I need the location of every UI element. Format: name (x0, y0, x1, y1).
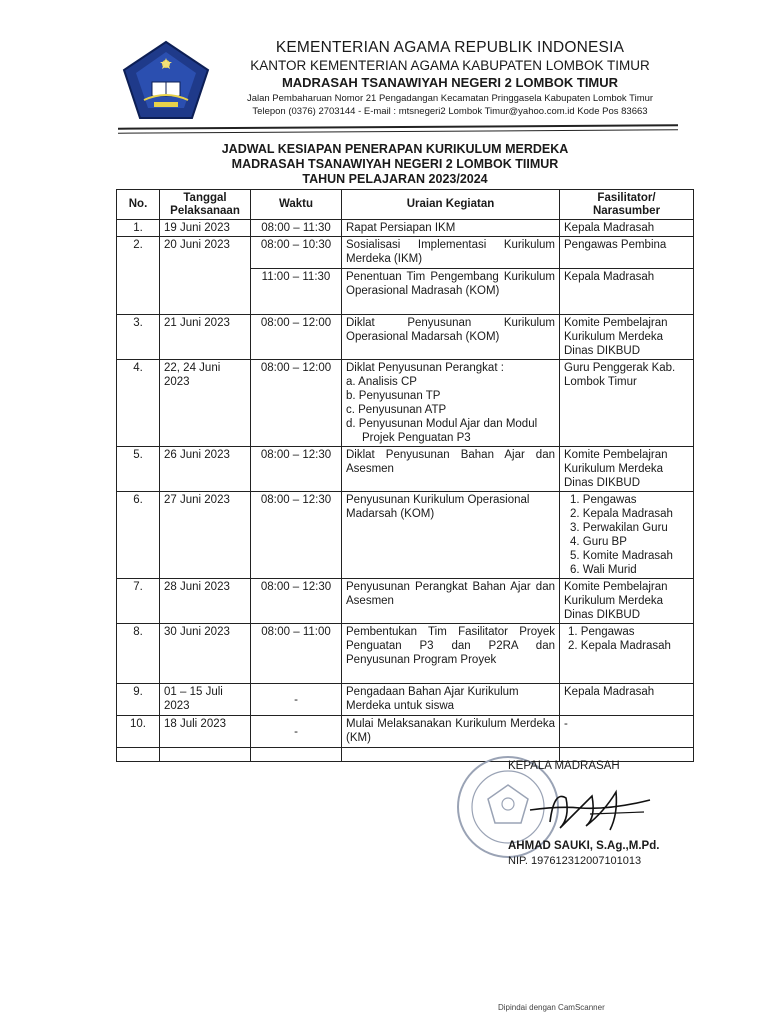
row-time: 08:00 – 11:00 (251, 624, 342, 684)
row-facilitator: - (560, 716, 694, 748)
row-time: - (251, 716, 342, 748)
scanner-watermark: Dipindai dengan CamScanner (498, 1003, 605, 1012)
header-facilitator (560, 190, 694, 220)
letterhead-divider-thin (118, 129, 678, 133)
table-header-row (117, 190, 694, 220)
list-item: b. Penyusunan TP (346, 390, 441, 402)
row-time: 08:00 – 12:30 (251, 447, 342, 492)
row-time: 11:00 – 11:30 (251, 269, 342, 315)
row-time: 08:00 – 12:30 (251, 492, 342, 579)
row-facilitator (560, 492, 694, 579)
row-time: 08:00 – 11:30 (251, 220, 342, 237)
signatory-title: KEPALA MADRASAH (508, 760, 620, 772)
row-activity: Penyusunan Perangkat Bahan Ajar dan Asesmen (342, 579, 560, 624)
signatory-name: AHMAD SAUKI, S.Ag.,M.Pd. (508, 840, 660, 852)
row-time: 08:00 – 12:30 (251, 579, 342, 624)
row-facilitator: Pengawas Pembina (560, 237, 694, 269)
list-item: 1. Pengawas (568, 626, 635, 638)
row-date: 18 Juli 2023 (160, 716, 251, 748)
header-activity: Uraian Kegiatan (342, 190, 560, 220)
row-date: 30 Juni 2023 (160, 624, 251, 684)
row-date: 21 Juni 2023 (160, 315, 251, 360)
title-line-1: JADWAL KESIAPAN PENERAPAN KURIKULUM MERDEKA (221, 142, 569, 156)
row-facilitator: Komite Pembelajran Kurikulum Merdeka Dinas DIKBUD (560, 579, 694, 624)
row-activity: Pembentukan Tim Fasilitator Proyek Penguatan P3 dan P2RA dan Penyusunan Program Proyek (342, 624, 560, 684)
row-activity: Diklat Penyusunan Bahan Ajar dan Asesmen (342, 447, 560, 492)
list-item: 1. Pengawas (570, 494, 637, 506)
row-no: 8. (117, 624, 160, 684)
row-date: 01 – 15 Juli 2023 (160, 684, 251, 716)
table-row (117, 492, 694, 579)
row-no: 10. (117, 716, 160, 748)
row-no: 7. (117, 579, 160, 624)
table-row (117, 579, 694, 624)
row-activity (342, 360, 560, 447)
row-date: 20 Juni 2023 (160, 237, 251, 315)
document-title (140, 142, 650, 187)
row-date: 27 Juni 2023 (160, 492, 251, 579)
table-row (117, 315, 694, 360)
header-facilitator-line1: Fasilitator/ (597, 191, 656, 204)
row-no: 2. (117, 237, 160, 315)
list-item: c. Penyusunan ATP (346, 404, 447, 416)
row-facilitator: Kepala Madrasah (560, 684, 694, 716)
list-item: 5. Komite Madrasah (570, 550, 673, 562)
activity-heading: Diklat Penyusunan Perangkat : (346, 362, 504, 374)
row-activity: Rapat Persiapan IKM (342, 220, 560, 237)
table-row (117, 624, 694, 684)
row-date: 19 Juni 2023 (160, 220, 251, 237)
row-activity: Penentuan Tim Pengembang Kurikulum Operasional Madrasah (KOM) (342, 269, 560, 315)
kemenag-logo-icon (122, 40, 210, 120)
row-activity: Penyusunan Kurikulum Operasional Madarsah (KOM) (342, 492, 560, 579)
empty-cell (251, 748, 342, 762)
row-activity: Diklat Penyusunan Kurikulum Operasional Madarsah (KOM) (342, 315, 560, 360)
office-name: KANTOR KEMENTERIAN AGAMA KABUPATEN LOMBOK TIMUR (250, 58, 650, 73)
list-item: a. Analisis CP (346, 376, 417, 388)
title-line-3: TAHUN PELAJARAN 2023/2024 (302, 172, 488, 186)
row-no: 9. (117, 684, 160, 716)
row-no: 1. (117, 220, 160, 237)
row-no: 3. (117, 315, 160, 360)
title-line-2: MADRASAH TSANAWIYAH NEGERI 2 LOMBOK TIIMUR (231, 157, 559, 171)
table-row (117, 360, 694, 447)
empty-cell (117, 748, 160, 762)
handwritten-signature-icon (520, 778, 660, 838)
row-facilitator: Komite Pembelajran Kurikulum Merdeka Dinas DIKBUD (560, 447, 694, 492)
letterhead (215, 38, 685, 118)
header-date-line1: Tanggal (183, 191, 227, 204)
row-facilitator: Guru Penggerak Kab. Lombok Timur (560, 360, 694, 447)
row-activity: Pengadaan Bahan Ajar Kurikulum Merdeka untuk siswa (342, 684, 560, 716)
row-activity: Mulai Melaksanakan Kurikulum Merdeka (KM) (342, 716, 560, 748)
table-row (117, 684, 694, 716)
list-item: d. Penyusunan Modul Ajar dan Modul Projek Penguatan P3 (346, 418, 538, 444)
row-time: 08:00 – 10:30 (251, 237, 342, 269)
header-date (160, 190, 251, 220)
list-item: 2. Kepala Madrasah (570, 508, 673, 520)
ministry-name: KEMENTERIAN AGAMA REPUBLIK INDONESIA (275, 39, 625, 56)
header-date-line2: Pelaksanaan (170, 204, 240, 217)
row-facilitator (560, 624, 694, 684)
row-no: 5. (117, 447, 160, 492)
signatory-nip: NIP. 197612312007101013 (508, 855, 642, 867)
table-row (117, 716, 694, 748)
table-row (117, 220, 694, 237)
school-contact: Telepon (0376) 2703144 - E-mail : mtsnegeri2 Lombok Timur@yahoo.com.id Kode Pos 83663 (252, 106, 648, 117)
header-no: No. (117, 190, 160, 220)
table-row (117, 237, 694, 269)
list-item: 4. Guru BP (570, 536, 627, 548)
row-activity: Sosialisasi Implementasi Kurikulum Merdeka (IKM) (342, 237, 560, 269)
row-no: 4. (117, 360, 160, 447)
row-date: 22, 24 Juni 2023 (160, 360, 251, 447)
row-date: 28 Juni 2023 (160, 579, 251, 624)
list-item: 6. Wali Murid (570, 564, 637, 576)
row-facilitator: Kepala Madrasah (560, 269, 694, 315)
list-item: 3. Perwakilan Guru (570, 522, 668, 534)
list-item: 2. Kepala Madrasah (568, 640, 671, 652)
header-time: Waktu (251, 190, 342, 220)
school-address: Jalan Pembaharuan Nomor 21 Pengadangan Kecamatan Pringgasela Kabupaten Lombok Timur (246, 93, 654, 104)
row-time: 08:00 – 12:00 (251, 360, 342, 447)
row-facilitator: Kepala Madrasah (560, 220, 694, 237)
facilitator-list (564, 625, 689, 653)
table-row (117, 447, 694, 492)
facilitator-list (564, 493, 689, 577)
row-no: 6. (117, 492, 160, 579)
header-facilitator-line2: Narasumber (592, 204, 661, 217)
activity-sub-list (346, 375, 555, 445)
row-facilitator: Komite Pembelajran Kurikulum Merdeka Dinas DIKBUD (560, 315, 694, 360)
row-time: - (251, 684, 342, 716)
school-name: MADRASAH TSANAWIYAH NEGERI 2 LOMBOK TIMUR (281, 75, 619, 90)
schedule-table (116, 189, 694, 762)
row-time: 08:00 – 12:00 (251, 315, 342, 360)
row-date: 26 Juni 2023 (160, 447, 251, 492)
empty-cell (160, 748, 251, 762)
